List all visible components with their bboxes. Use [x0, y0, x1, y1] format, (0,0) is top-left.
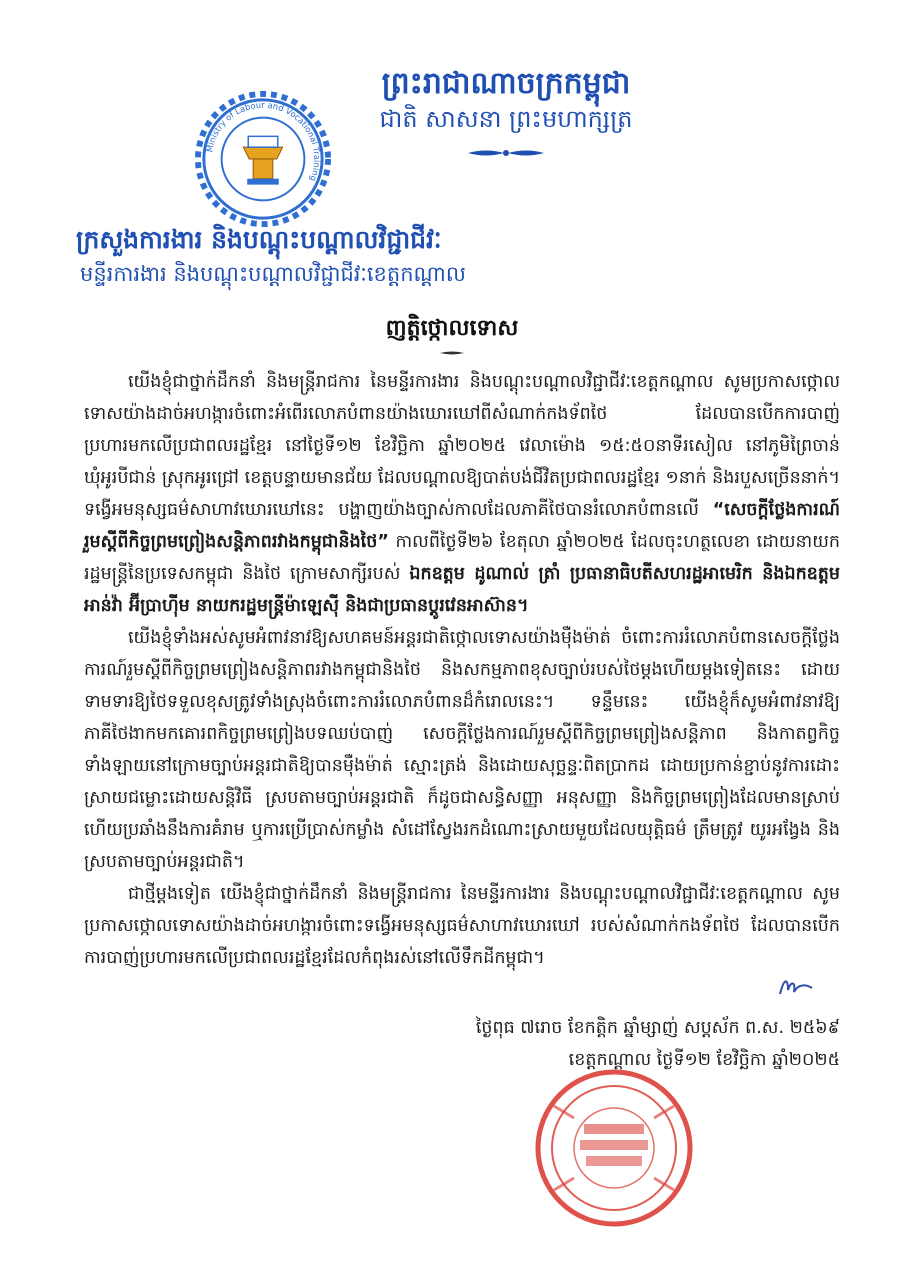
witnesses-text: ឯកឧត្តម ដូណាល់ ត្រាំ ប្រធានាធិបតីសហរដ្ឋអាមេរិក និងឯកឧត្តម អាន់វ៉ា អ៊ីប្រាហ៊ីម នាយករដ្ឋមន្ត្រីម៉ាឡេស៊ី និងជាប្រធានប្ដូរវេនអាស៊ាន។ — [84, 564, 841, 616]
logo-ring-text: Ministry of Labour and Vocational Training — [204, 99, 323, 183]
emblem-icon — [243, 136, 282, 184]
ministry-name: ក្រសួងការងារ និងបណ្ដុះបណ្ដាលវិជ្ជាជីវៈ — [76, 225, 442, 254]
paragraph-2 — [84, 622, 840, 878]
official-seal — [514, 1066, 714, 1230]
initial-signature — [776, 974, 816, 1000]
department-name: មន្ទីរការងារ និងបណ្ដុះបណ្ដាលវិជ្ជាជីវៈខេត្តកណ្ដាល — [80, 262, 466, 286]
paragraph-1-text: យើងខ្ញុំជាថ្នាក់ដឹកនាំ និងមន្ត្រីរាជការ នៃមន្ទីរការងារ និងបណ្ដុះបណ្ដាលវិជ្ជាជីវៈខេត្តកណ្ដាល សូមប្រកាសថ្កោលទោសយ៉ាងដាច់អហង្ការចំពោះអំពើរលោភបំពានយ៉ាងឃោរឃៅពីសំណាក់កងទ័ពថៃ ដែលបានបើកការបាញ់ប្រហារមកលើប្រជាពលរដ្ឋខ្មែរ នៅថ្ងៃទី១២ ខែវិច្ឆិកា ឆ្នាំ២០២៥ វេលាម៉ោង ១៥:៥០នាទីរសៀល នៅភូមិព្រៃចាន់ ឃុំអូរបីជាន់ ស្រុកអូរជ្រៅ ខេត្តបន្ទាយមានជ័យ ដែលបណ្ដាលឱ្យបាត់បង់ជីវិតប្រជាពលរដ្ឋខ្មែរ ១នាក់ និងរបួសច្រើននាក់។ ទង្វើអមនុស្សធម៌សាហាវឃោរឃៅនេះ បង្ហាញយ៉ាងច្បាស់កាលដែលភាគីថៃបានរំលោភបំពានលើ — [84, 372, 840, 520]
lunar-date: ថ្ងៃពុធ ៧រោច ខែកត្តិក ឆ្នាំម្សាញ់ សប្តស័ក ព.ស. ២៥៦៩ — [475, 1018, 840, 1038]
paragraph-3-text: ជាថ្មីម្ដងទៀត យើងខ្ញុំជាថ្នាក់ដឹកនាំ និងមន្ត្រីរាជការ នៃមន្ទីរការងារ និងបណ្ដុះបណ្ដាលវិជ្ជាជីវៈខេត្តកណ្ដាល សូមប្រកាសថ្កោលទោសយ៉ាងដាច់អហង្ការចំពោះទង្វើអមនុស្សធម៌សាហាវឃោរឃៅ របស់សំណាក់កងទ័ពថៃ ដែលបានបើកការបាញ់ប្រហារមកលើប្រជាពលរដ្ឋខ្មែរដែលកំពុងរស់នៅលើទឹកដីកម្ពុជា។ — [84, 884, 840, 968]
national-motto: ជាតិ សាសនា ព្រះមហាក្សត្រ — [379, 105, 633, 133]
document-body — [84, 366, 840, 974]
paragraph-1 — [84, 366, 840, 622]
kingdom-title: ព្រះរាជាណាចក្រកម្ពុជា — [381, 66, 631, 101]
ornament-divider-icon — [466, 146, 546, 160]
page-title: ញត្តិថ្កោលទោស — [385, 316, 519, 341]
paragraph-2-text: យើងខ្ញុំទាំងអស់សូមអំពាវនាវឱ្យសហគមន៍អន្តរជាតិថ្កោលទោសយ៉ាងម៉ឺងម៉ាត់ ចំពោះការរំលោភបំពានសេចក្ដីថ្លែងការណ៍រួមស្ដីពីកិច្ចព្រមព្រៀងសន្តិភាពរវាងកម្ពុជានិងថៃ និងសកម្មភាពខុសច្បាប់របស់ថៃម្ដងហើយម្ដងទៀតនេះ ដោយទាមទារឱ្យថៃទទួលខុសត្រូវទាំងស្រុងចំពោះការរំលោភបំពានដ៏កំរោលនេះ។ ទន្ទឹមនេះ យើងខ្ញុំក៏សូមអំពាវនាវឱ្យភាគីថៃងាកមកគោរពកិច្ចព្រមព្រៀងបទឈប់បាញ់ សេចក្ដីថ្លែងការណ៍រួមស្ដីពីកិច្ចព្រមព្រៀងសន្តិភាព និងកាតព្វកិច្ចទាំងឡាយនៅក្រោមច្បាប់អន្តរជាតិឱ្យបានម៉ឺងម៉ាត់ ស្មោះត្រង់ និងដោយសុច្ឆន្ទៈពិតប្រាកដ ដោយប្រកាន់ខ្ជាប់នូវការដោះស្រាយជម្លោះដោយសន្តិវិធី ស្របតាមច្បាប់អន្តរជាតិ ក៏ដូចជាសន្ធិសញ្ញា អនុសញ្ញា និងកិច្ចព្រមព្រៀងដែលមានស្រាប់ ហើយប្រឆាំងនឹងការគំរាម ឬការប្រើប្រាស់កម្លាំង សំដៅស្វែងរកដំណោះស្រាយមួយដែលយុត្តិធម៌ ត្រឹមត្រូវ យូរអង្វែង និងស្របតាមច្បាប់អន្តរជាតិ។ — [84, 628, 840, 872]
paragraph-3 — [84, 878, 840, 974]
ministry-logo — [194, 90, 332, 228]
title-ornament-icon — [440, 350, 464, 356]
paragraph-1-cont: កាលពីថ្ងៃទី២៦ ខែតុលា ឆ្នាំ២០២៥ ដែលចុះហត្ថលេខា ដោយនាយករដ្ឋមន្ត្រីនៃប្រទេសកម្ពុជា និងថៃ ក្រោមសាក្សីរបស់ — [84, 532, 840, 584]
place-and-date: ខេត្តកណ្ដាល ថ្ងៃទី១២ ខែវិច្ឆិកា ឆ្នាំ២០២៥ — [568, 1050, 840, 1070]
joint-declaration-title: “សេចក្ដីថ្លែងការណ៍រួមស្ដីពីកិច្ចព្រមព្រៀងសន្តិភាពរវាងកម្ពុជានិងថៃ” — [84, 500, 840, 552]
